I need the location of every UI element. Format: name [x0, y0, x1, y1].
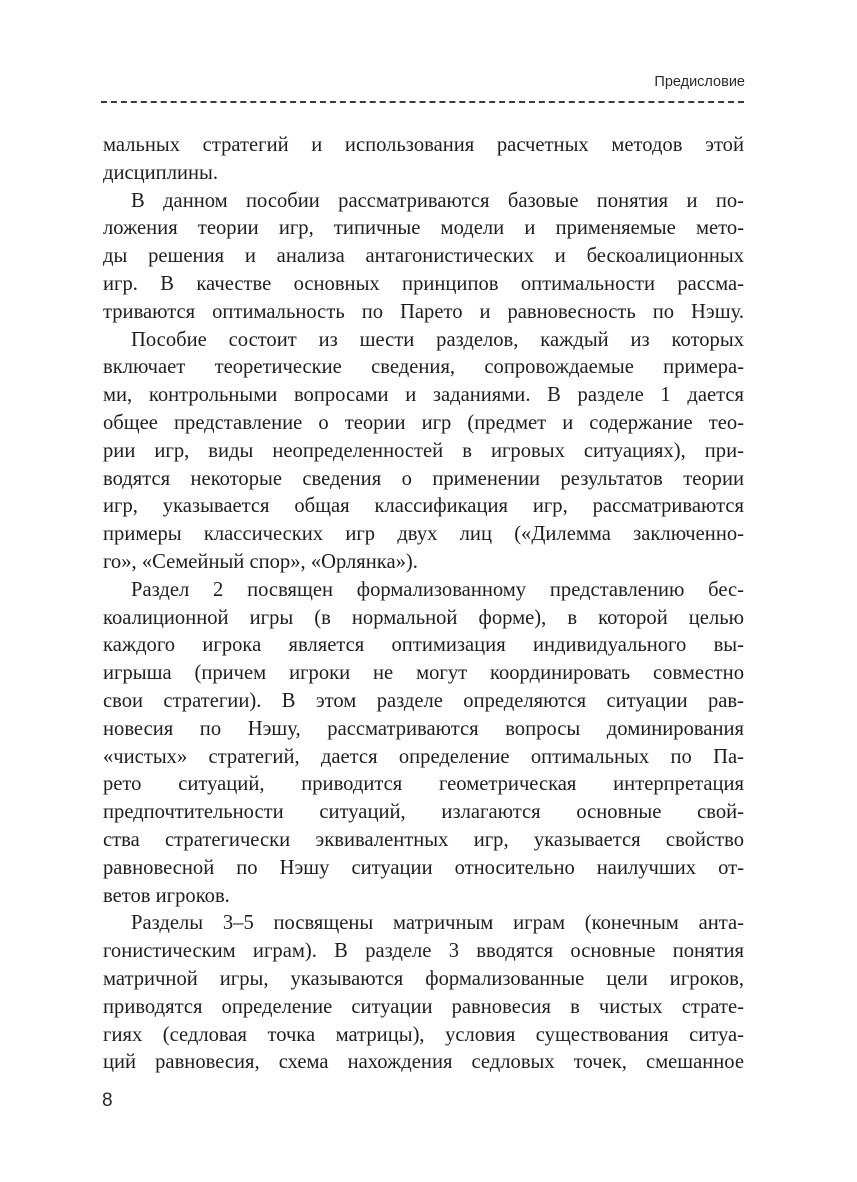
- text-line: водятся некоторые сведения о применении результатов теории: [103, 467, 744, 490]
- text-line: ства стратегически эквивалентных игр, указывается свойство: [103, 828, 744, 851]
- text-line: ложения теории игр, типичные модели и применяемые мето-: [103, 217, 744, 240]
- page-number: 8: [102, 1090, 113, 1111]
- text-line: предпочтительности ситуаций, излагаются основные свой-: [103, 801, 744, 824]
- text-line: дисциплины.: [103, 161, 219, 184]
- text-line: рии игр, виды неопределенностей в игровых ситуациях), при-: [103, 439, 744, 462]
- text-line: ды решения и анализа антагонистических и бескоалиционных: [103, 245, 744, 268]
- text-line: го», «Семейный спор», «Орлянка»).: [103, 550, 418, 573]
- text-line: коалиционной игры (в нормальной форме), в которой целью: [103, 606, 744, 629]
- text-line: общее представление о теории игр (предмет и содержание тео-: [103, 411, 744, 434]
- text-line: включает теоретические сведения, сопровождаемые примера-: [103, 356, 744, 379]
- text-line: каждого игрока является оптимизация индивидуального вы-: [103, 634, 744, 657]
- text-line: игр, указывается общая классификация игр, рассматриваются: [103, 495, 744, 518]
- text-line: игр. В качестве основных принципов оптимальности рассма-: [103, 272, 744, 295]
- text-line: В данном пособии рассматриваются базовые понятия и по-: [131, 189, 744, 212]
- text-line: гиях (седловая точка матрицы), условия существования ситуа-: [103, 1023, 744, 1046]
- text-line: ми, контрольными вопросами и заданиями. В разделе 1 дается: [103, 384, 744, 407]
- paragraph: [103, 188, 744, 327]
- text-line: игрыша (причем игроки не могут координировать совместно: [103, 662, 744, 685]
- paragraph: [103, 132, 744, 188]
- text-line: ций равновесия, схема нахождения седловых точек, смешанное: [103, 1051, 744, 1074]
- text-line: рето ситуаций, приводится геометрическая интерпретация: [103, 773, 744, 796]
- paragraph: [103, 577, 744, 911]
- text-line: Разделы 3–5 посвящены матричным играм (конечным анта-: [131, 912, 744, 935]
- text-line: гонистическим играм). В разделе 3 вводятся основные понятия: [103, 940, 744, 963]
- text-line: Раздел 2 посвящен формализованному представлению бес-: [131, 578, 744, 601]
- text-line: свои стратегии). В этом разделе определяются ситуации рав-: [103, 689, 744, 712]
- text-line: новесия по Нэшу, рассматриваются вопросы доминирования: [103, 717, 744, 740]
- text-line: триваются оптимальность по Парето и равновесность по Нэшу.: [103, 300, 744, 323]
- text-line: Пособие состоит из шести разделов, каждый из которых: [131, 328, 744, 351]
- text-line: мальных стратегий и использования расчетных методов этой: [103, 134, 744, 156]
- text-line: приводятся определение ситуации равновесия в чистых страте-: [103, 995, 744, 1018]
- paragraph: [103, 910, 744, 1077]
- text-line: матричной игры, указываются формализованные цели игроков,: [103, 967, 744, 990]
- paragraph: [103, 327, 744, 577]
- running-head: Предисловие: [654, 74, 745, 90]
- text-line: ветов игроков.: [103, 884, 230, 907]
- text-line: «чистых» стратегий, дается определение оптимальных по Па-: [103, 745, 744, 768]
- text-line: равновесной по Нэшу ситуации относительно наилучших от-: [103, 856, 744, 879]
- body-text: [103, 132, 744, 1077]
- text-line: примеры классических игр двух лиц («Дилемма заключенно-: [103, 523, 744, 546]
- header-dashed-rule: [101, 101, 744, 103]
